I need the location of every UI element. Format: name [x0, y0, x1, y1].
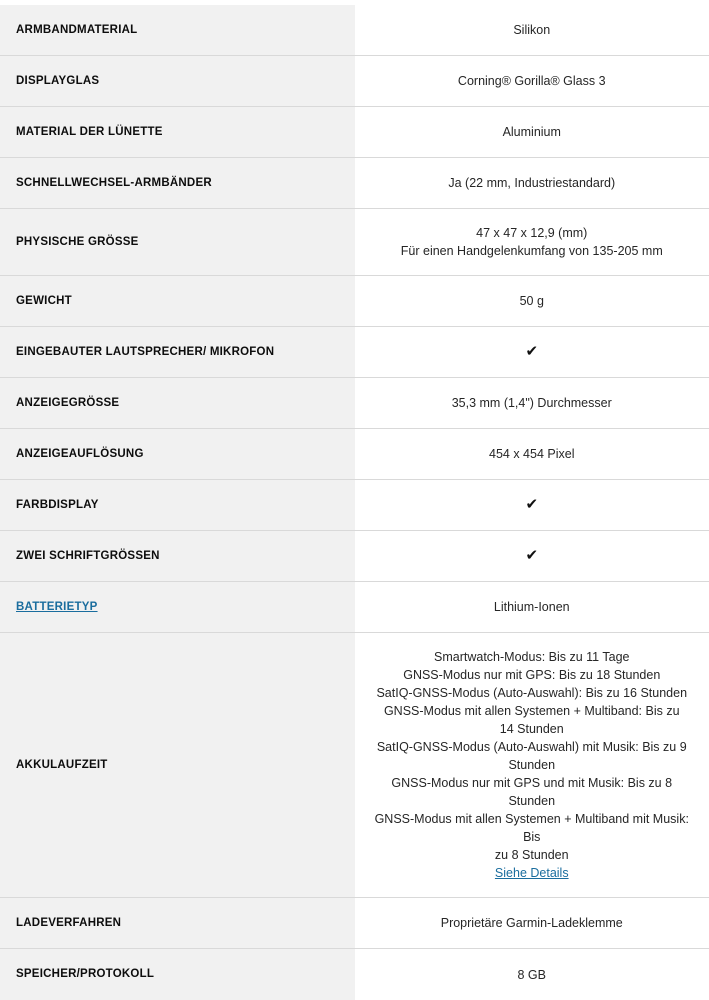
spec-value: Ja (22 mm, Industriestandard): [448, 174, 615, 192]
spec-value: 14 Stunden: [500, 720, 564, 738]
spec-label-cell: [0, 158, 355, 208]
spec-row-speicher-protokoll: [0, 949, 709, 1000]
spec-value: Stunden: [508, 756, 555, 774]
spec-label: GEWICHT: [16, 294, 72, 309]
spec-row-eingebauter-lautsprecher-mikrofon: [0, 327, 709, 378]
spec-value: Für einen Handgelenkumfang von 135-205 mm: [401, 242, 663, 260]
spec-row-schnellwechsel-armbaender: [0, 158, 709, 209]
spec-label-cell: [0, 582, 355, 632]
spec-label: AKKULAUFZEIT: [16, 758, 108, 773]
spec-value: GNSS-Modus nur mit GPS und mit Musik: Bis zu 8 Stunden: [371, 774, 694, 810]
spec-value-cell: [355, 633, 709, 897]
spec-label-cell: [0, 209, 355, 275]
spec-value: SatIQ-GNSS-Modus (Auto-Auswahl): Bis zu 16 Stunden: [376, 684, 687, 702]
spec-value-cell: [355, 56, 709, 106]
spec-value-cell: [355, 158, 709, 208]
spec-label: SCHNELLWECHSEL-ARMBÄNDER: [16, 176, 212, 191]
spec-value: 50 g: [520, 292, 544, 310]
spec-value-cell: [355, 531, 709, 581]
spec-row-anzeigegroesse: [0, 378, 709, 429]
spec-label: PHYSISCHE GRÖSSE: [16, 235, 139, 250]
siehe-details-link[interactable]: Siehe Details: [495, 864, 569, 882]
spec-row-armbandmaterial: [0, 5, 709, 56]
spec-value: Lithium-Ionen: [494, 598, 570, 616]
spec-value: 8 GB: [518, 966, 547, 984]
spec-value-cell: [355, 107, 709, 157]
spec-label: ANZEIGEAUFLÖSUNG: [16, 447, 144, 462]
spec-value: SatIQ-GNSS-Modus (Auto-Auswahl) mit Musik: Bis zu 9: [377, 738, 687, 756]
specifications-table: [0, 5, 709, 1000]
spec-label-cell: [0, 898, 355, 948]
spec-label: ZWEI SCHRIFTGRÖSSEN: [16, 549, 160, 564]
spec-label-cell: [0, 378, 355, 428]
spec-row-akkulaufzeit: [0, 633, 709, 898]
spec-row-anzeigeaufloesung: [0, 429, 709, 480]
spec-label-cell: [0, 633, 355, 897]
spec-value: Corning® Gorilla® Glass 3: [458, 72, 606, 90]
spec-label-cell: [0, 480, 355, 530]
spec-label-cell: [0, 56, 355, 106]
spec-value-cell: [355, 429, 709, 479]
spec-value: Aluminium: [503, 123, 561, 141]
spec-label-cell: [0, 531, 355, 581]
spec-value-cell: [355, 582, 709, 632]
batterietyp-link[interactable]: BATTERIETYP: [16, 600, 98, 615]
spec-label-cell: [0, 327, 355, 377]
spec-value-cell: [355, 949, 709, 1000]
spec-label-cell: [0, 107, 355, 157]
spec-value: GNSS-Modus mit allen Systemen + Multiband: Bis zu: [384, 702, 680, 720]
checkmark-icon: ✔: [525, 496, 538, 514]
spec-row-batterietyp: [0, 582, 709, 633]
spec-value-cell: [355, 5, 709, 55]
spec-value-cell: [355, 327, 709, 377]
spec-value-cell: [355, 378, 709, 428]
spec-label: MATERIAL DER LÜNETTE: [16, 125, 163, 140]
spec-value: 454 x 454 Pixel: [489, 445, 574, 463]
spec-label: SPEICHER/PROTOKOLL: [16, 967, 154, 982]
spec-value: 47 x 47 x 12,9 (mm): [476, 224, 587, 242]
spec-value: Silikon: [513, 21, 550, 39]
checkmark-icon: ✔: [525, 343, 538, 361]
spec-label-cell: [0, 949, 355, 1000]
spec-row-ladeverfahren: [0, 898, 709, 949]
spec-row-physische-groesse: [0, 209, 709, 276]
spec-label-cell: [0, 276, 355, 326]
spec-row-farbdisplay: [0, 480, 709, 531]
spec-value-cell: [355, 898, 709, 948]
checkmark-icon: ✔: [525, 547, 538, 565]
spec-label: EINGEBAUTER LAUTSPRECHER/ MIKROFON: [16, 345, 274, 360]
spec-label-cell: [0, 5, 355, 55]
spec-value: Proprietäre Garmin-Ladeklemme: [441, 914, 623, 932]
spec-value: GNSS-Modus mit allen Systemen + Multiband mit Musik: Bis: [371, 810, 694, 846]
spec-label: ANZEIGEGRÖSSE: [16, 396, 119, 411]
spec-value-cell: [355, 480, 709, 530]
spec-label: DISPLAYGLAS: [16, 74, 99, 89]
spec-label-cell: [0, 429, 355, 479]
spec-row-gewicht: [0, 276, 709, 327]
spec-value: zu 8 Stunden: [495, 846, 569, 864]
spec-value: GNSS-Modus nur mit GPS: Bis zu 18 Stunden: [403, 666, 660, 684]
spec-value-cell: [355, 209, 709, 275]
spec-label: ARMBANDMATERIAL: [16, 23, 137, 38]
spec-row-zwei-schriftgroessen: [0, 531, 709, 582]
spec-row-displayglas: [0, 56, 709, 107]
spec-value: Smartwatch-Modus: Bis zu 11 Tage: [434, 648, 629, 666]
spec-value-cell: [355, 276, 709, 326]
spec-label: LADEVERFAHREN: [16, 916, 121, 931]
spec-label: FARBDISPLAY: [16, 498, 99, 513]
spec-value: 35,3 mm (1,4") Durchmesser: [452, 394, 612, 412]
spec-row-material-der-luenette: [0, 107, 709, 158]
